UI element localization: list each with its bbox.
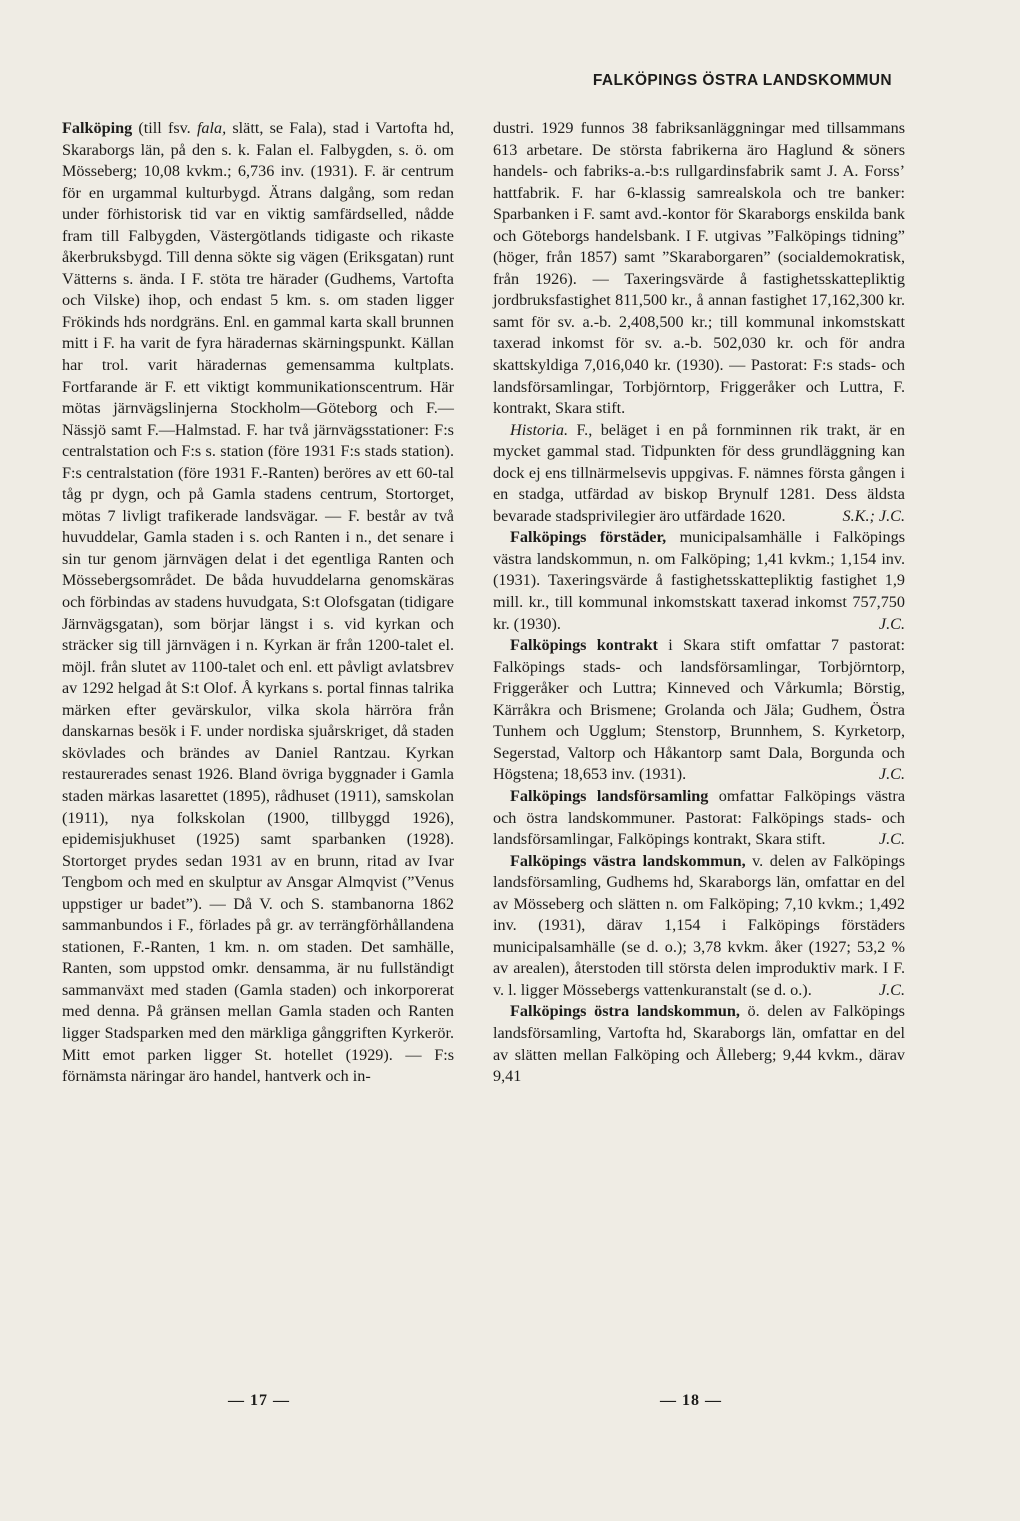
author-signature: J.C. [878,614,905,633]
entry-kontrakt [493,635,905,786]
headword: Falköping [62,119,133,137]
author-signature: J.C. [878,980,905,999]
etymology-word: fala, [196,119,227,137]
entry-forstader [493,527,905,635]
entry-vastra-landskommun [493,851,905,1002]
entry-text: slätt, se Fala), stad i Vartofta hd, Skaraborgs län, på den s. k. Falan el. Falbygden, s. ö. om Mösseberg; 10,08 kvkm.; 6,736 inv. (1931). F. är centrum för en urgammal kulturbygd. Ätrans dalgång, som redan under förhistorisk tid var en viktig samfärdselled, nådde fram till Falbygden, Västergötlands tidigaste och rikaste åkerbruksbygd. Till denna sökte sig vägen (Eriksgatan) runt Vätterns s. ända. I F. stöta tre härader (Gudhems, Vartofta och Vilske) ihop, och endast 5 km. s. om staden ligger Frökinds hds nordgräns. Enl. en gammal karta skall brunnen mitt i F. ha varit de fyra häradernas skärningspunkt. Källan har trol. varit häradernas gemensamma kultplats. Fortfarande är F. ett viktigt kommunikationscentrum. Här mötas järnvägslinjerna Stockholm—Göteborg och F.—Nässjö samt F.—Halmstad. F. har två järnvägsstationer: F:s centralstation och F:s s. station (före 1931 F:s stads station). F:s centralstation (före 1931 F.-Ranten) beröres av ett 60-tal tåg pr dygn, och på Gamla stadens centrum, Stortorget, mötas 7 livligt trafikerade landsvägar. — F. består av två huvuddelar, Gamla staden i s. och Ranten i n., det senare i sin tur genom järnvägen delat i det egentliga Ranten och Mössebergsområdet. De båda huvuddelarna genomskäras och förbindas av stadens huvudgata, S:t Olofsgatan (tidigare Järnvägsgatan), som börjar längst i s. vid kyrkan och sträcker sig till järnvägen i n. Kyrkan är från 1200-talet el. möjl. från slutet av 1100-talet och enl. ett påvligt avlatsbrev av 1292 helgad åt S:t Olof. Å kyrkans s. portal finnas talrika märken efter gevärskulor, vilka skola härröra från danskarnas besök i F. under nordiska sjuårskriget, då staden skövlades och brändes av Daniel Rantzau. Kyrkan restaurerades senast 1926. Bland övriga byggnader i Gamla staden märkas lasarettet (1895), rådhuset (1911), samskolan (1911), nya folkskolan (1900, tillbyggd 1926), epidemisjukhuset (1925) samt sparbanken (1928). Stortorget prydes sedan 1931 av en brunn, ritad av Ivar Tengbom och med en skulptur av Ansgar Almqvist (”Venus uppstiger ur badet”). — Då V. och S. stambanorna 1862 sammanbundos i F., förlades på gr. av terrängförhållandena stationen, F.-Ranten, 1 km. n. om staden. Det samhälle, Ranten, som uppstod omkr. densamma, är nu fullständigt sammanväxt med staden (Gamla staden) och inkorporerat med denna. På gränsen mellan Gamla staden och Ranten ligger Stadsparken med den märkliga gånggriften Kyrkerör. Mitt emot parken ligger St. hotellet (1929). — F:s förnämsta näringar äro handel, hantverk och in- [62,119,454,1086]
page-number-left: — 17 — [228,1392,290,1409]
entry-text: i Skara stift omfattar 7 pastorat: Falköpings stads- och landsförsamlingar, Torbjörntorp, Friggeråker och Luttra; Kinneved och Vårkumla; Börstig, Kärråkra och Brismene; Grolanda och Jäla; Gudhem, Östra Tunhem och Ugglum; Stenstorp, Brunnhem, S. Kyrketorp, Segerstad, Valtorp och Håkantorp samt Dala, Borgunda och Högstena; 18,653 inv. (1931). [493,636,906,784]
headword: Falköpings östra landskommun, [510,1002,740,1021]
right-column [493,118,905,1088]
entry-text: v. delen av Falköpings landsförsamling, Gudhems hd, Skaraborgs län, omfattar en del av Mösseberg och slätten n. om Falköping; 7,10 kvkm.; 1,492 inv. (1931), därav 1,154 i Falköpings förstäders municipalsamhälle (se d. o.); 3,78 kvkm. åker (1927; 53,2 % av arealen), återstoden till största delen improduktiv mark. I F. v. l. ligger Mössebergs vattenkuranstalt (se d. o.). [493,851,905,999]
author-signature: J.C. [878,830,905,849]
section-historia [493,420,905,528]
section-text: F., beläget i en på fornminnen rik trakt, är en mycket gammal stad. Tidpunkten för dess grundläggning kan dock ej ens tillnärmelsevis uppgivas. F. nämnes första gången i en stadga, utfärdad av biskop Brynulf 1281. Dess äldsta bevarade stadsprivilegier äro utfärdade 1620. [493,420,905,525]
author-signature: J.C. [878,765,905,784]
running-header: FALKÖPINGS ÖSTRA LANDSKOMMUN [592,72,892,89]
headword: Falköpings västra landskommun, [510,851,746,870]
entry-text: ö. delen av Falköpings landsförsamling, Vartofta hd, Skaraborgs län, omfattar en del av slätten mellan Falköping och Ålleberg; 9,44 kvkm., därav 9,41 [493,1002,905,1086]
page-number-right: — 18 — [660,1392,722,1409]
left-column [62,118,454,1088]
entry-landsforsamling [493,786,905,851]
headword: Falköpings förstäder, [510,528,667,547]
section-label: Historia. [510,420,569,439]
headword: Falköpings landsförsamling [510,786,709,805]
entry-text: municipalsamhälle i Falköpings västra landskommun, n. om Falköping; 1,41 kvkm.; 1,154 inv. (1931). Taxeringsvärde å fastighetsskattepliktig fastighet 1,9 mill. kr., till kommunal inkomstskatt taxerad inkomst 757,750 kr. (1930). [493,528,906,633]
entry-falkoping [62,118,454,1088]
headword: Falköpings kontrakt [510,636,658,655]
entry-text: omfattar Falköpings västra och östra landskommuner. Pastorat: Falköpings stads- och landsförsamlingar, Falköpings kontrakt, Skara stift. [493,786,905,849]
entry-ostra-landskommun [493,1001,905,1087]
entry-text: (till fsv. [132,119,197,137]
entry-continuation: dustri. 1929 funnos 38 fabriksanläggningar med tillsammans 613 arbetare. De största fabrikerna äro Haglund & söners handels- och fabriks-a.-b:s rullgardinsfabrik samt J. A. Forss’ hattfabrik. F. har 6-klassig samrealskola och tre banker: Sparbanken i F. samt avd.-kontor för Skaraborgs enskilda bank och Göteborgs handelsbank. I F. utgivas ”Falköpings tidning” (höger, från 1857) samt ”Skaraborgaren” (socialdemokratisk, från 1926). — Taxeringsvärde å fastighetsskattepliktig jordbruksfastighet 811,500 kr., å annan fastighet 17,162,300 kr. samt för sv. a.-b. 2,408,500 kr.; till kommunal inkomstskatt taxerad inkomst för sv. a.-b. 502,030 kr. och för andra skattskyldiga 7,016,040 kr. (1930). — Pastorat: F:s stads- och landsförsamlingar, Torbjörntorp, Friggeråker och Luttra, F. kontrakt, Skara stift. [493,119,905,418]
author-signature: S.K.; J.C. [842,506,905,525]
